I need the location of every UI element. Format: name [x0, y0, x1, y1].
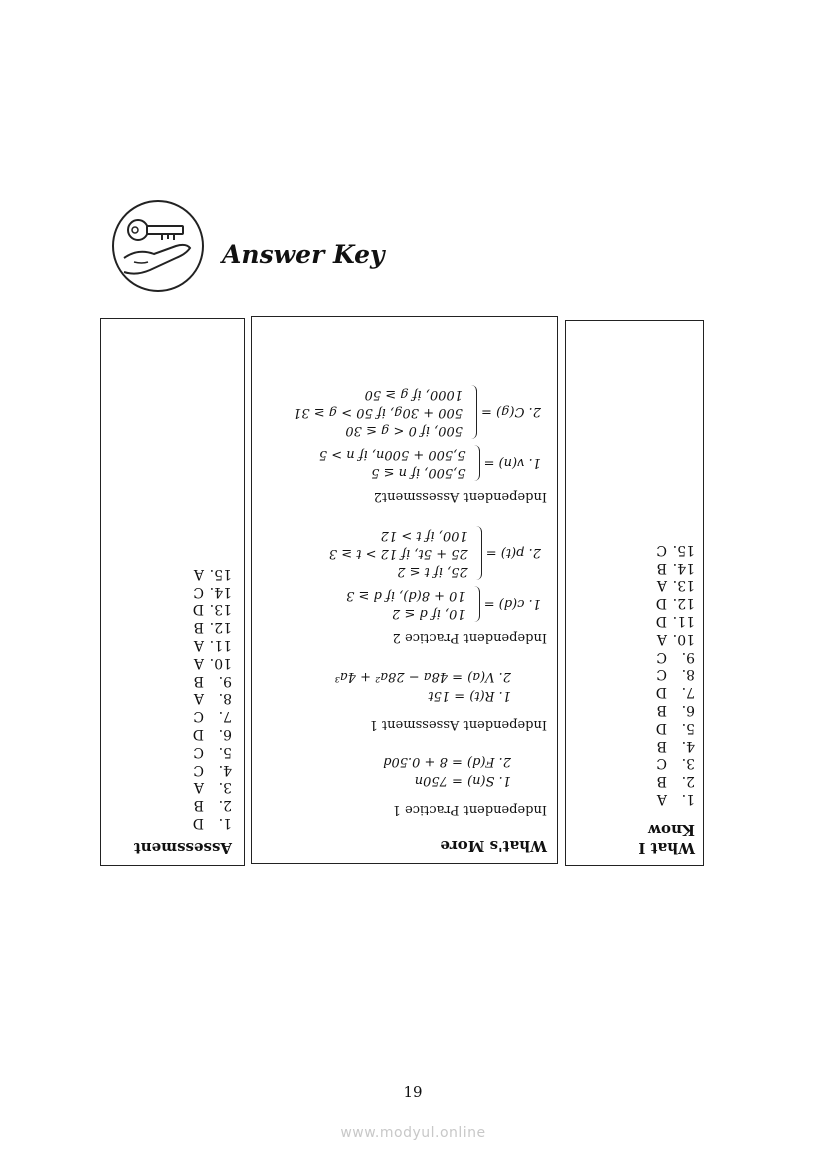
assessment-heading: Assessment — [133, 839, 232, 857]
list-item: 4.B — [656, 737, 695, 754]
list-item: 6.D — [192, 726, 232, 743]
what-i-know-heading: What I Know — [638, 821, 695, 857]
list-item: 10.A — [656, 630, 695, 647]
list-item: 9.C — [656, 648, 695, 665]
list-item: 2.B — [193, 797, 232, 814]
list-item: 2.B — [656, 773, 695, 790]
independent-assessment-1-label: Independent Assessment 1 — [369, 717, 547, 732]
list-item: 11.D — [655, 613, 695, 630]
list-item: 7.C — [193, 708, 232, 725]
assessment-panel — [100, 318, 245, 866]
key-in-hand-icon — [110, 198, 206, 294]
list-item: 9.B — [193, 672, 232, 689]
whats-more-panel — [251, 316, 558, 864]
piecewise-function: 1. v(n) = 5,500, if n ≤ 5 5,500 + 500n, if n > 5 — [318, 447, 541, 480]
list-item: 3.A — [193, 779, 232, 796]
equation: 1. R(t) = 15t — [428, 688, 511, 703]
list-item: 5.C — [193, 743, 232, 760]
list-item: 5.D — [655, 719, 695, 736]
piecewise-function: 2. p(t) = 25, if t ≤ 2 25 + 5t, if 12 > t ≥ 3 100, if t > 12 — [328, 528, 541, 579]
piecewise-function: 1. c(d) = 10, if d ≤ 2 10 + 8(d), if d ≥ 3 — [346, 588, 541, 621]
independent-assessment-2-label: Independent Assessment2 — [373, 489, 547, 504]
list-item: 8.C — [656, 666, 695, 683]
list-item: 15.C — [656, 541, 695, 558]
what-i-know-answer-list — [574, 540, 695, 807]
list-item: 13.D — [192, 601, 232, 618]
list-item: 15.A — [193, 565, 232, 582]
whats-more-heading: What's More — [440, 837, 547, 855]
list-item: 4.C — [193, 761, 232, 778]
list-item: 12.B — [193, 619, 232, 636]
equation: 2. V(a) = 48a − 28a² + 4a³ — [334, 669, 511, 684]
list-item: 14.B — [656, 559, 695, 576]
list-item: 8.A — [193, 690, 232, 707]
list-item: 14.C — [193, 583, 232, 600]
list-item: 1.A — [656, 791, 695, 807]
assessment-answer-list — [109, 564, 232, 831]
page-number: 19 — [403, 1083, 423, 1101]
equation: 2. F(d) = 8 + 0.50d — [383, 754, 511, 769]
independent-practice-1-label: Independent Practice 1 — [392, 802, 547, 817]
list-item: 10.A — [193, 654, 232, 671]
list-item: 1.D — [192, 815, 232, 831]
what-i-know-panel — [565, 320, 704, 866]
equation: 1. S(n) = 750n — [414, 773, 511, 788]
list-item: 7.D — [655, 684, 695, 701]
list-item: 13.A — [656, 577, 695, 594]
list-item: 6.B — [656, 702, 695, 719]
watermark: www.modyul.online — [340, 1125, 486, 1141]
list-item: 11.A — [193, 637, 232, 654]
independent-practice-2-label: Independent Practice 2 — [392, 630, 547, 645]
list-item: 12.D — [655, 595, 695, 612]
page-title: Answer Key — [222, 240, 385, 269]
piecewise-function: 2. C(g) = 500, if 0 < g ≤ 30 500 + 30g, if 50 > g ≥ 31 1000, if g ≥ 50 — [293, 387, 541, 438]
list-item: 3.C — [656, 755, 695, 772]
